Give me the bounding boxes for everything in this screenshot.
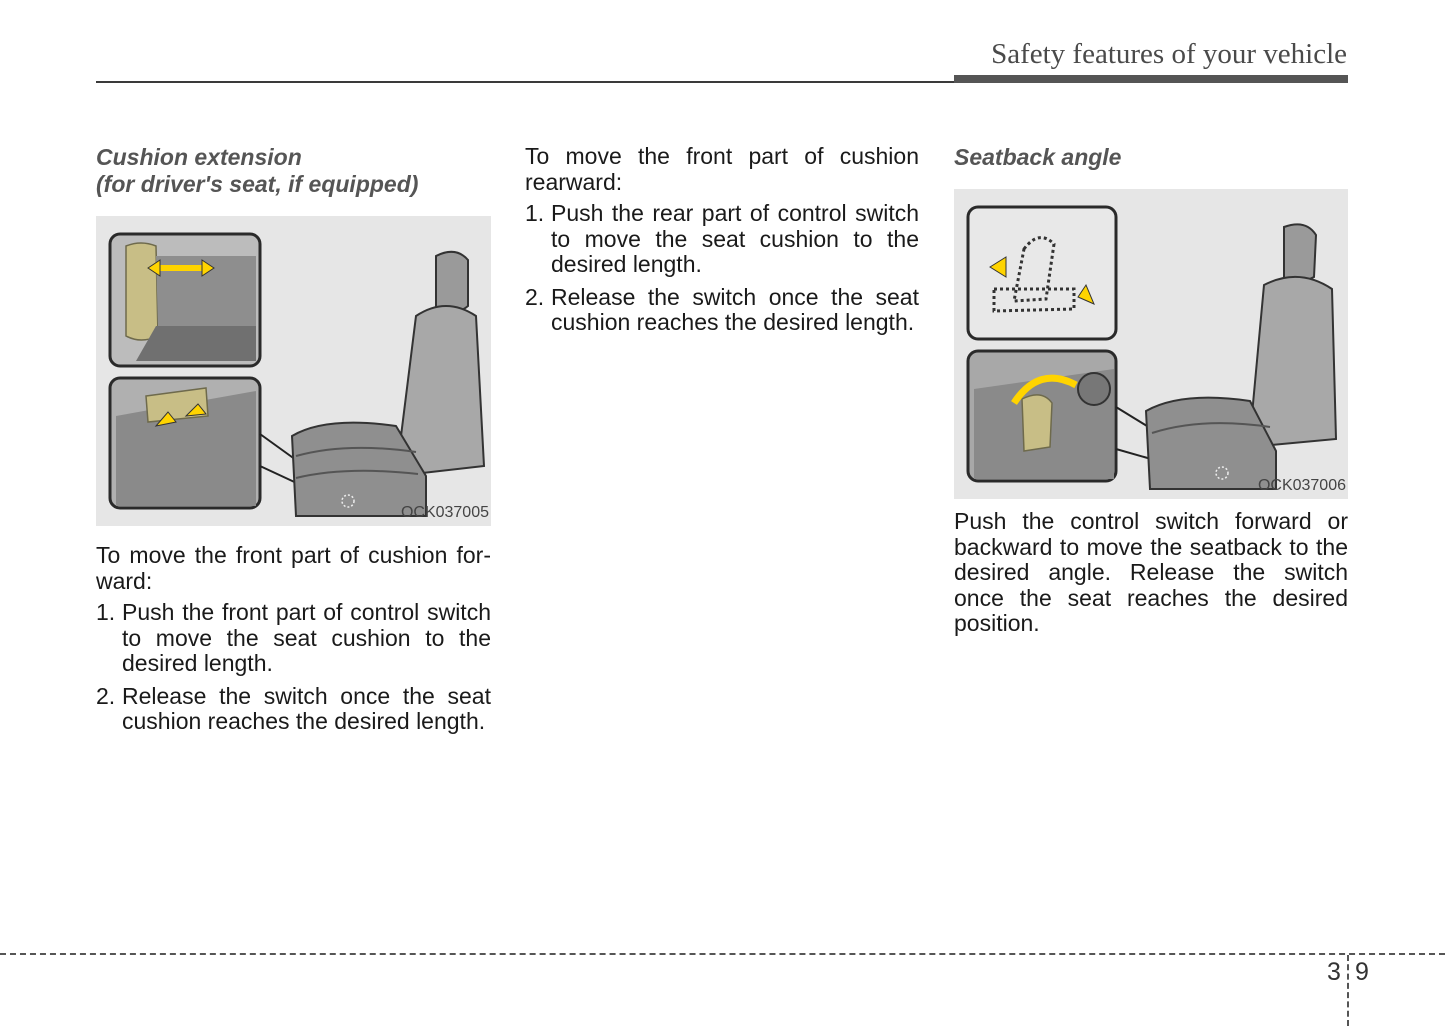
list-item: 1. Push the front part of control switch to move the seat cushion to the desired length. (96, 599, 491, 676)
list-item: 2. Release the switch once the seat cushion reaches the desired length. (96, 682, 491, 734)
footer-page-divider (1347, 955, 1349, 1026)
section-heading: Cushion extension (96, 144, 302, 170)
seat-illustration (954, 189, 1348, 499)
section-subheading: (for driver's seat, if equipped) (96, 171, 419, 197)
step-list (525, 201, 919, 336)
step-list (96, 600, 491, 735)
footer-divider (0, 953, 1445, 955)
header-rule (96, 81, 954, 83)
column-cushion-extension (96, 144, 491, 742)
seatback-angle-figure (954, 189, 1348, 499)
figure-code: OCK037005 (400, 503, 489, 521)
seat-illustration (96, 216, 491, 526)
column-cushion-rearward (525, 144, 919, 343)
intro-text: To move the front part of cushion rearward: (525, 143, 919, 195)
section-heading: Seatback angle (954, 144, 1122, 170)
page-number: 9 (1355, 958, 1369, 986)
intro-text: To move the front part of cushion for-ward: (96, 542, 491, 594)
cushion-extension-figure (96, 216, 491, 526)
chapter-number: 3 (1327, 958, 1341, 986)
page-header-title: Safety features of your vehicle (991, 38, 1347, 70)
body-text: Push the control switch forward or backward to move the seatback to the desired angle. Release the switch once the seat reaches the desired position. (954, 508, 1348, 636)
list-item: 1. Push the rear part of control switch to move the seat cushion to the desired length. (525, 200, 919, 277)
column-seatback-angle (954, 144, 1348, 637)
figure-code: OCK037006 (1257, 476, 1346, 494)
header-bar (954, 75, 1348, 83)
list-item: 2. Release the switch once the seat cushion reaches the desired length. (525, 283, 919, 335)
